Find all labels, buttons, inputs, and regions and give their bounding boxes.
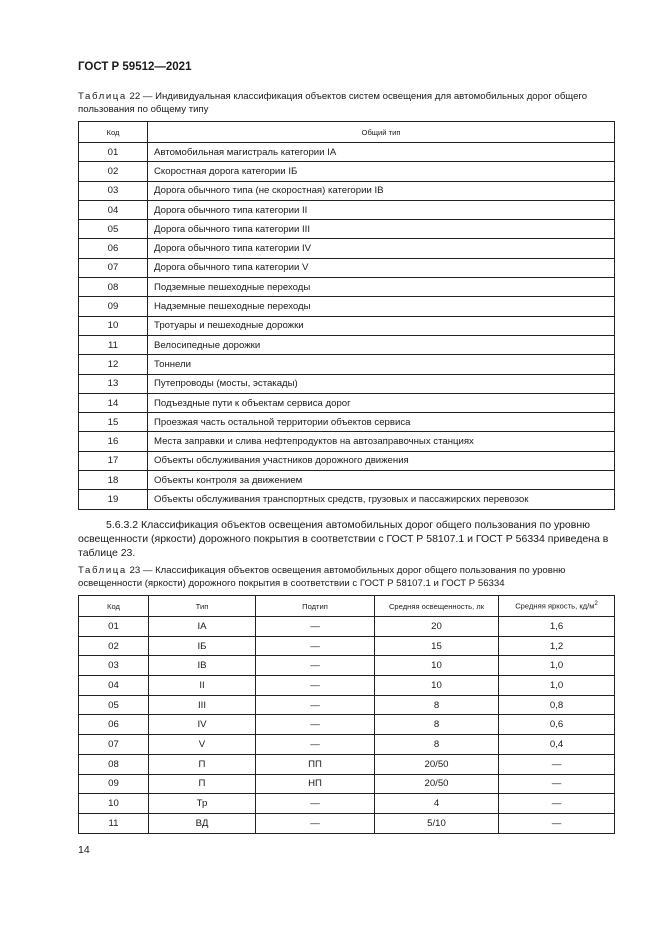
table-cell: 05 [79, 695, 149, 715]
table-cell: 11 [79, 335, 148, 354]
table-row [79, 316, 615, 335]
table-22-body [79, 143, 615, 510]
table-cell: Подземные пешеходные переходы [148, 278, 615, 297]
caption-label: Таблица [78, 91, 127, 102]
table-row [79, 278, 615, 297]
table-cell: Дорога обычного типа категории IV [148, 239, 615, 258]
table-cell: Тр [149, 794, 256, 814]
table-cell: П [149, 754, 256, 774]
table-cell: Проезжая часть остальной территории объектов сервиса [148, 413, 615, 432]
table-cell: — [256, 695, 375, 715]
table-row [79, 636, 615, 656]
table-cell: — [256, 617, 375, 637]
table-23-caption [78, 564, 615, 590]
table-row [79, 432, 615, 451]
column-header-code: Код [79, 596, 149, 617]
table-cell: 8 [375, 695, 499, 715]
table-row [79, 220, 615, 239]
table-row [79, 451, 615, 470]
table-cell: Тротуары и пешеходные дорожки [148, 316, 615, 335]
table-cell: НП [256, 774, 375, 794]
table-cell: Объекты обслуживания участников дорожного движения [148, 451, 615, 470]
table-row [79, 374, 615, 393]
table-cell: 06 [79, 715, 149, 735]
table-row [79, 774, 615, 794]
table-row [79, 794, 615, 814]
table-row [79, 200, 615, 219]
table-cell: — [499, 794, 615, 814]
table-cell: Объекты контроля за движением [148, 471, 615, 490]
table-cell: Скоростная дорога категории IБ [148, 162, 615, 181]
table-row [79, 413, 615, 432]
table-cell: 14 [79, 393, 148, 412]
table-cell: 04 [79, 200, 148, 219]
table-row [79, 355, 615, 374]
table-cell: V [149, 735, 256, 755]
table-row [79, 490, 615, 509]
table-row [79, 754, 615, 774]
table-cell: 03 [79, 181, 148, 200]
column-header-illuminance: Средняя освещенность, лк [375, 596, 499, 617]
table-cell: 20 [375, 617, 499, 637]
table-cell: II [149, 676, 256, 696]
table-cell: Дорога обычного типа (не скоростная) категории IB [148, 181, 615, 200]
document-header: ГОСТ Р 59512—2021 [78, 61, 192, 73]
table-cell: — [499, 754, 615, 774]
table-cell: Места заправки и слива нефтепродуктов на автозаправочных станциях [148, 432, 615, 451]
table-cell: — [499, 774, 615, 794]
table-cell: 05 [79, 220, 148, 239]
table-cell: 03 [79, 656, 149, 676]
table-row [79, 617, 615, 637]
table-cell: — [499, 813, 615, 833]
table-cell: Велосипедные дорожки [148, 335, 615, 354]
table-cell: 0,6 [499, 715, 615, 735]
paragraph-5-6-3-2: 5.6.3.2 Классификация объектов освещения автомобильных дорог общего пользования по уровню освещенности (яркости) дорожного покрытия в соответствии с ГОСТ Р 58107.1 и ГОСТ Р 56334 приведена в таблице 23. [78, 519, 609, 559]
table-cell: IA [149, 617, 256, 637]
table-cell: П [149, 774, 256, 794]
table-cell: — [256, 794, 375, 814]
table-22-caption [78, 90, 615, 116]
table-cell: — [256, 676, 375, 696]
table-cell: — [256, 735, 375, 755]
table-cell: Подъездные пути к объектам сервиса дорог [148, 393, 615, 412]
table-cell: 0,8 [499, 695, 615, 715]
table-cell: 1,0 [499, 676, 615, 696]
table-cell: 5/10 [375, 813, 499, 833]
table-cell: 01 [79, 143, 148, 162]
table-row [79, 715, 615, 735]
table-row [79, 297, 615, 316]
table-cell: IБ [149, 636, 256, 656]
table-row [79, 656, 615, 676]
table-cell: 16 [79, 432, 148, 451]
table-header-row [79, 122, 615, 143]
table-cell: 08 [79, 754, 149, 774]
table-cell: 04 [79, 676, 149, 696]
table-cell: ВД [149, 813, 256, 833]
table-row [79, 143, 615, 162]
table-cell: 18 [79, 471, 148, 490]
table-row [79, 813, 615, 833]
table-cell: Путепроводы (мосты, эстакады) [148, 374, 615, 393]
table-cell: 10 [375, 656, 499, 676]
table-row [79, 471, 615, 490]
table-cell: Объекты обслуживания транспортных средств, грузовых и пассажирских перевозок [148, 490, 615, 509]
table-cell: 1,0 [499, 656, 615, 676]
table-cell: 09 [79, 297, 148, 316]
table-row [79, 162, 615, 181]
table-cell: Автомобильная магистраль категории IA [148, 143, 615, 162]
table-cell: 07 [79, 258, 148, 277]
table-cell: 07 [79, 735, 149, 755]
table-cell: 11 [79, 813, 149, 833]
table-cell: — [256, 656, 375, 676]
table-cell: 09 [79, 774, 149, 794]
table-cell: Дорога обычного типа категории III [148, 220, 615, 239]
table-row [79, 258, 615, 277]
table-cell: 10 [79, 316, 148, 335]
caption-text: 23 — Классификация объектов освещения автомобильных дорог общего пользования по уровню освещенности (яркости) дорожного покрытия в соответствии с ГОСТ Р 58107.1 и ГОСТ Р 56334 [78, 565, 566, 589]
table-cell: Надземные пешеходные переходы [148, 297, 615, 316]
table-cell: 17 [79, 451, 148, 470]
table-header-row [79, 596, 615, 617]
page-number: 14 [78, 844, 90, 856]
caption-text: 22 — Индивидуальная классификация объектов систем освещения для автомобильных дорог общего пользования по общему типу [78, 91, 588, 115]
table-cell: Дорога обычного типа категории V [148, 258, 615, 277]
table-cell: 8 [375, 715, 499, 735]
table-cell: Тоннели [148, 355, 615, 374]
column-header-code: Код [79, 122, 148, 143]
table-cell: 1,2 [499, 636, 615, 656]
table-cell: IB [149, 656, 256, 676]
table-cell: III [149, 695, 256, 715]
table-row [79, 335, 615, 354]
table-cell: 01 [79, 617, 149, 637]
table-cell: IV [149, 715, 256, 735]
table-23 [78, 595, 615, 834]
table-cell: 15 [79, 413, 148, 432]
luminance-unit-text: Средняя яркость, кд/м [515, 601, 595, 611]
table-cell: 19 [79, 490, 148, 509]
table-cell: 4 [375, 794, 499, 814]
table-22 [78, 121, 615, 510]
table-cell: 13 [79, 374, 148, 393]
table-cell: — [256, 636, 375, 656]
table-cell: 10 [375, 676, 499, 696]
table-23-body [79, 617, 615, 834]
table-cell: 8 [375, 735, 499, 755]
table-cell: — [256, 715, 375, 735]
table-row [79, 676, 615, 696]
table-row [79, 239, 615, 258]
table-cell: 20/50 [375, 754, 499, 774]
column-header-type: Общий тип [148, 122, 615, 143]
table-cell: Дорога обычного типа категории II [148, 200, 615, 219]
table-cell: 08 [79, 278, 148, 297]
table-cell: 1,6 [499, 617, 615, 637]
table-row [79, 695, 615, 715]
superscript: 2 [594, 601, 598, 608]
table-cell: 02 [79, 636, 149, 656]
table-cell: 15 [375, 636, 499, 656]
table-row [79, 735, 615, 755]
column-header-luminance [499, 596, 615, 617]
table-cell: ПП [256, 754, 375, 774]
table-cell: 12 [79, 355, 148, 374]
column-header-subtype: Подтип [256, 596, 375, 617]
column-header-type: Тип [149, 596, 256, 617]
table-row [79, 393, 615, 412]
table-cell: 0,4 [499, 735, 615, 755]
table-cell: 06 [79, 239, 148, 258]
table-cell: 02 [79, 162, 148, 181]
table-cell: — [256, 813, 375, 833]
caption-label: Таблица [78, 565, 127, 576]
table-row [79, 181, 615, 200]
table-cell: 10 [79, 794, 149, 814]
table-cell: 20/50 [375, 774, 499, 794]
